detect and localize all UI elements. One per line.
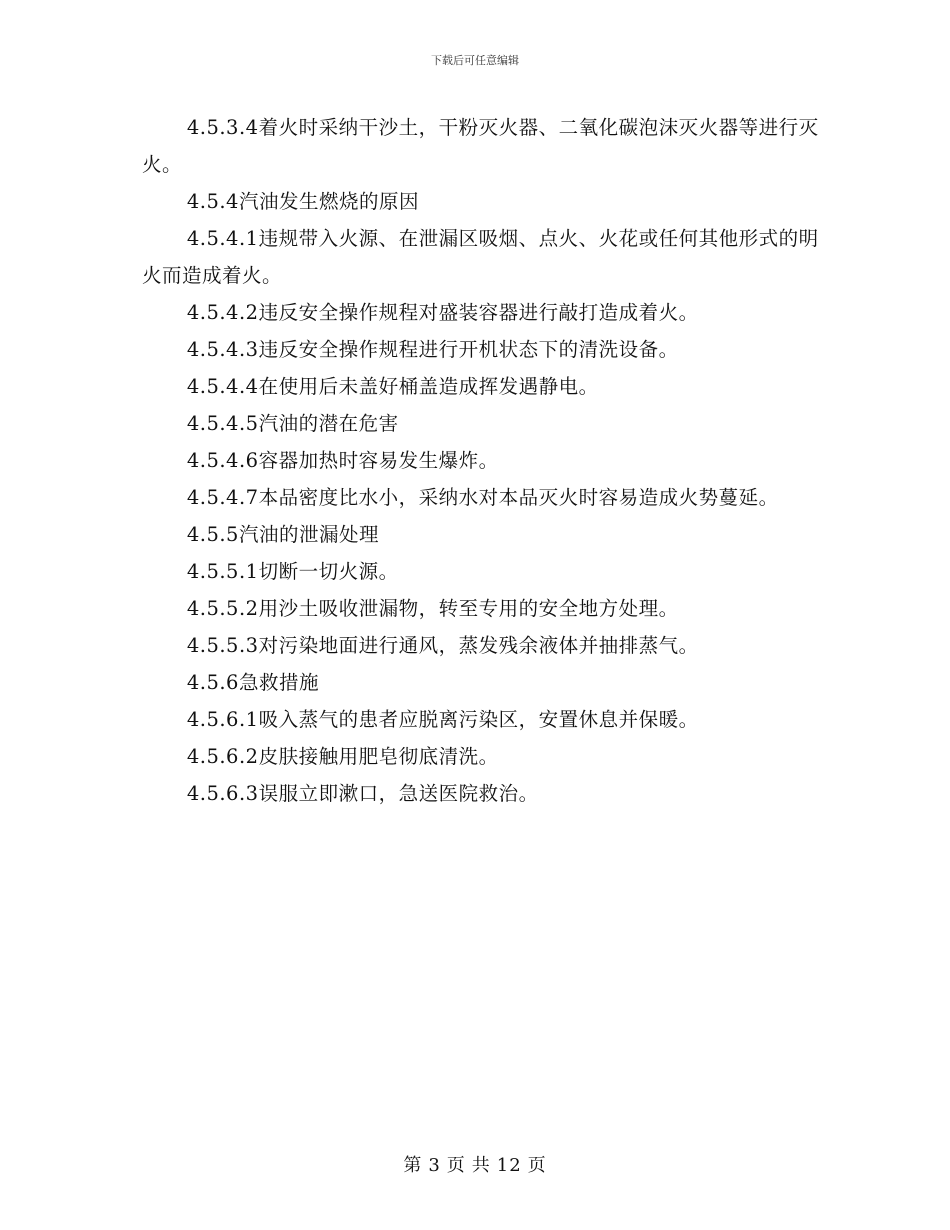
paragraph: 4.5.4.2违反安全操作规程对盛装容器进行敲打造成着火。 (186, 301, 699, 324)
paragraph: 4.5.4.1违规带入火源、在泄漏区吸烟、点火、火花或任何其他形式的明火而造成着火。 (142, 227, 819, 287)
paragraph: 4.5.5.2用沙土吸收泄漏物，转至专用的安全地方处理。 (186, 597, 679, 620)
document-body (142, 109, 832, 812)
total-label: 共 (471, 1155, 491, 1176)
paragraph: 4.5.4.7本品密度比水小，采纳水对本品灭火时容易造成火势蔓延。 (186, 486, 779, 509)
paragraph: 4.5.6.3误服立即漱口，急送医院救治。 (186, 782, 539, 805)
section-heading: 4.5.5汽油的泄漏处理 (186, 523, 379, 546)
current-page-number: 3 (428, 1155, 441, 1176)
paragraph: 4.5.6.1吸入蒸气的患者应脱离污染区，安置休息并保暖。 (186, 708, 699, 731)
paragraph: 4.5.5.3对污染地面进行通风，蒸发残余液体并抽排蒸气。 (186, 634, 699, 657)
page-header: 下载后可任意编辑 (431, 54, 519, 67)
paragraph: 4.5.4.6容器加热时容易发生爆炸。 (186, 449, 499, 472)
page-label-suffix: 页 (527, 1155, 547, 1176)
paragraph: 4.5.4.5汽油的潜在危害 (186, 412, 399, 435)
section-heading: 4.5.4汽油发生燃烧的原因 (186, 190, 419, 213)
page-label-mid: 页 (446, 1155, 466, 1176)
page-label-prefix: 第 (403, 1155, 423, 1176)
total-pages-number: 12 (496, 1155, 522, 1176)
paragraph: 4.5.5.1切断一切火源。 (186, 560, 399, 583)
page-footer (0, 1154, 950, 1178)
paragraph: 4.5.4.3违反安全操作规程进行开机状态下的清洗设备。 (186, 338, 679, 361)
paragraph: 4.5.3.4着火时采纳干沙土，干粉灭火器、二氧化碳泡沫灭火器等进行灭火。 (142, 116, 819, 176)
paragraph: 4.5.4.4在使用后未盖好桶盖造成挥发遇静电。 (186, 375, 599, 398)
paragraph: 4.5.6.2皮肤接触用肥皂彻底清洗。 (186, 745, 499, 768)
section-heading: 4.5.6急救措施 (186, 671, 319, 694)
